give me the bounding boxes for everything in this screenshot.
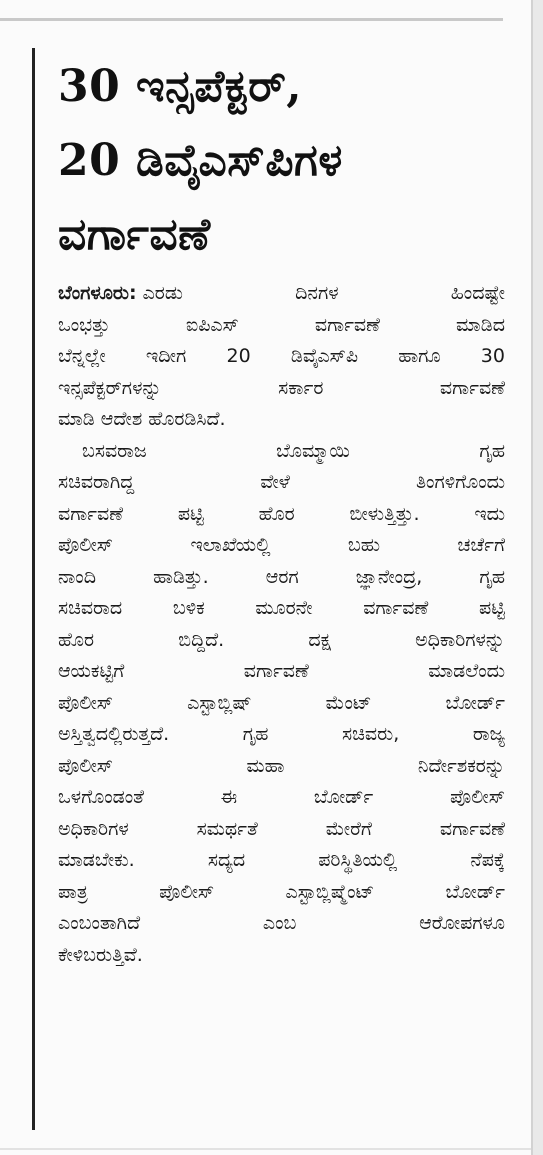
body-line-text: ಎರಡು ದಿನಗಳ ಹಿಂದಷ್ಟೇ <box>142 282 505 304</box>
top-divider <box>0 18 503 21</box>
body-line: ಎಂಬಂತಾಗಿದೆ ಎಂಬ ಆರೋಪಗಳೂ <box>58 912 505 934</box>
body-line: ಬೆನ್ನಲ್ಲೇ ಇದೀಗ 20 ಡಿವೈಎಸ್‌ಪಿ ಹಾಗೂ 30 <box>58 345 505 367</box>
body-line <box>58 278 505 310</box>
body-line: ಪಾತ್ರ ಪೊಲೀಸ್ ಎಸ್ಟಾಬ್ಲಿಷ್ಮೆಂಟ್ ಬೋರ್ಡ್ <box>58 880 505 903</box>
body-line: ಒಳಗೊಂಡಂತೆ ಈ ಬೋರ್ಡ್ ಪೊಲೀಸ್ <box>58 786 505 808</box>
body-line: ಪೊಲೀಸ್ ಇಲಾಖೆಯಲ್ಲಿ ಬಹು ಚರ್ಚೆಗೆ <box>58 534 505 556</box>
column-rule <box>32 48 35 1130</box>
article-body <box>58 278 505 971</box>
headline-line: 20 ಡಿವೈಎಸ್‌ಪಿಗಳ <box>58 135 343 186</box>
body-line: ಕೇಳಿಬರುತ್ತಿವೆ. <box>58 943 143 966</box>
headline <box>58 50 505 272</box>
body-line: ಆಯಕಟ್ಟಿಗೆ ವರ್ಗಾವಣೆ ಮಾಡಲೆಂದು <box>58 660 505 682</box>
headline-line: 30 ಇನ್ಸಪೆಕ್ಟರ್, <box>58 61 303 112</box>
bottom-divider <box>0 1148 531 1150</box>
body-line: ಬಸವರಾಜ ಬೊಮ್ಮಾಯಿ ಗೃಹ <box>82 439 505 462</box>
body-line: ಪೊಲೀಸ್ ಮಹಾ ನಿರ್ದೇಶಕರನ್ನು <box>58 754 505 777</box>
news-article <box>58 50 505 971</box>
body-line: ಮಾಡಬೇಕು. ಸದ್ಯದ ಪರಿಸ್ಥಿತಿಯಲ್ಲಿ ನೆಪಕ್ಕೆ <box>58 849 505 871</box>
body-line: ನಾಂದಿ ಹಾಡಿತ್ತು. ಆರಗ ಜ್ಞಾನೇಂದ್ರ, ಗೃಹ <box>58 565 505 588</box>
page-right-margin <box>531 0 543 1155</box>
body-line: ಸಚಿವರಾದ ಬಳಿಕ ಮೂರನೇ ವರ್ಗಾವಣೆ ಪಟ್ಟಿ <box>58 597 505 619</box>
body-line: ಇನ್ಸಪೆಕ್ಟರ್‌ಗಳನ್ನು ಸರ್ಕಾರ ವರ್ಗಾವಣೆ <box>58 376 505 399</box>
body-line: ಒಂಭತ್ತು ಐಪಿಎಸ್ ವರ್ಗಾವಣೆ ಮಾಡಿದ <box>58 313 505 336</box>
body-line: ವರ್ಗಾವಣೆ ಪಟ್ಟಿ ಹೊರ ಬೀಳುತ್ತಿತ್ತು. ಇದು <box>58 502 505 525</box>
body-line: ಹೊರ ಬಿದ್ದಿದೆ. ದಕ್ಷ ಅಧಿಕಾರಿಗಳನ್ನು <box>58 628 505 651</box>
body-line: ಪೊಲೀಸ್ ಎಸ್ಟಾಬ್ಲಿಷ್ ಮೆಂಟ್ ಬೋರ್ಡ್ <box>58 691 505 714</box>
body-line: ಸಚಿವರಾಗಿದ್ದ ವೇಳೆ ತಿಂಗಳಿಗೊಂದು <box>58 471 505 493</box>
dateline: ಬೆಂಗಳೂರು: <box>58 282 137 304</box>
body-line: ಮಾಡಿ ಆದೇಶ ಹೊರಡಿಸಿದೆ. <box>58 408 226 430</box>
body-line: ಅಸ್ತಿತ್ವದಲ್ಲಿರುತ್ತದೆ. ಗೃಹ ಸಚಿವರು, ರಾಜ್ಯ <box>58 723 505 745</box>
body-line: ಅಧಿಕಾರಿಗಳ ಸಮರ್ಥತೆ ಮೇರೆಗೆ ವರ್ಗಾವಣೆ <box>58 817 505 840</box>
headline-line: ವರ್ಗಾವಣೆ <box>58 209 211 260</box>
